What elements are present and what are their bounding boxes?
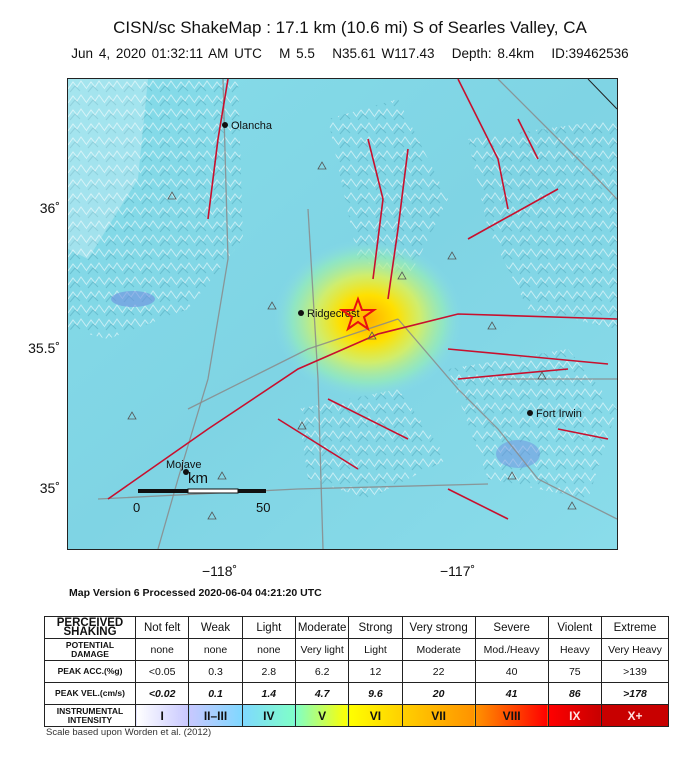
- legend-cell: none: [242, 639, 295, 661]
- svg-text:Fort Irwin: Fort Irwin: [536, 408, 582, 420]
- legend-cell: Moderate: [402, 639, 475, 661]
- legend-header-acc: PEAK ACC.(%g): [45, 661, 136, 683]
- intensity-swatch: I: [136, 705, 189, 727]
- legend-cell: 1.4: [242, 683, 295, 705]
- legend-cell: 2.8: [242, 661, 295, 683]
- intensity-swatch: IX: [548, 705, 601, 727]
- event-id: ID:39462536: [551, 46, 629, 61]
- legend-cell: 12: [349, 661, 402, 683]
- legend-cell: 9.6: [349, 683, 402, 705]
- legend-cell: Moderate: [295, 617, 348, 639]
- legend-cell: >178: [602, 683, 669, 705]
- intensity-swatch: IV: [242, 705, 295, 727]
- lon-tick-117: −117˚: [440, 563, 476, 579]
- legend-cell: Severe: [475, 617, 548, 639]
- svg-text:Ridgecrest: Ridgecrest: [307, 308, 360, 320]
- map-title: CISN/sc ShakeMap : 17.1 km (10.6 mi) S of Searles Valley, CA: [113, 18, 587, 37]
- event-depth: Depth: 8.4km: [451, 46, 535, 61]
- legend-cell: 22: [402, 661, 475, 683]
- svg-text:0: 0: [133, 500, 141, 515]
- legend-cell: Weak: [189, 617, 242, 639]
- legend-cell: Light: [242, 617, 295, 639]
- legend-cell: Heavy: [548, 639, 601, 661]
- legend-cell: Very Heavy: [602, 639, 669, 661]
- legend-cell: Strong: [349, 617, 402, 639]
- event-details: [0, 46, 700, 61]
- legend-cell: <0.05: [136, 661, 189, 683]
- legend-cell: 0.1: [189, 683, 242, 705]
- legend-cell: none: [189, 639, 242, 661]
- legend-header-damage: POTENTIAL DAMAGE: [45, 639, 136, 661]
- svg-text:km: km: [188, 470, 208, 487]
- legend-cell: Very strong: [402, 617, 475, 639]
- legend-cell: >139: [602, 661, 669, 683]
- legend-cell: 4.7: [295, 683, 348, 705]
- legend-cell: Mod./Heavy: [475, 639, 548, 661]
- legend-header-shaking: PERCEIVED SHAKING: [45, 617, 136, 639]
- legend-cell: Light: [349, 639, 402, 661]
- legend-row-vel: [45, 683, 669, 705]
- legend-row-intensity: [45, 705, 669, 727]
- legend-cell: 0.3: [189, 661, 242, 683]
- legend-row-shaking: [45, 617, 669, 639]
- svg-text:50: 50: [256, 500, 271, 515]
- event-location: N35.61 W117.43: [332, 46, 435, 61]
- event-date: Jun 4, 2020 01:32:11 AM UTC: [71, 46, 262, 61]
- intensity-swatch: V: [295, 705, 348, 727]
- svg-text:Olancha: Olancha: [231, 120, 272, 132]
- legend-row-damage: [45, 639, 669, 661]
- legend-cell: Very light: [295, 639, 348, 661]
- legend-cell: 20: [402, 683, 475, 705]
- legend-cell: 6.2: [295, 661, 348, 683]
- legend-header-vel: PEAK VEL.(cm/s): [45, 683, 136, 705]
- legend-cell: 40: [475, 661, 548, 683]
- intensity-swatch: VI: [349, 705, 402, 727]
- legend-cell: none: [136, 639, 189, 661]
- legend-row-acc: [45, 661, 669, 683]
- legend-cell: Violent: [548, 617, 601, 639]
- legend-cell: Extreme: [602, 617, 669, 639]
- scale-footnote: Scale based upon Worden et al. (2012): [46, 727, 212, 738]
- legend-cell: Not felt: [136, 617, 189, 639]
- shake-map[interactable]: [67, 78, 618, 550]
- lat-tick-35: 35˚: [39, 480, 60, 496]
- event-magnitude: M 5.5: [279, 46, 315, 61]
- intensity-swatch: VIII: [475, 705, 548, 727]
- intensity-swatch: X+: [602, 705, 669, 727]
- legend-cell: 75: [548, 661, 601, 683]
- map-version: Map Version 6 Processed 2020-06-04 04:21:20 UTC: [69, 587, 322, 599]
- intensity-swatch: II–III: [189, 705, 242, 727]
- legend-cell: 41: [475, 683, 548, 705]
- lat-tick-35-5: 35.5˚: [28, 340, 60, 356]
- shaking-contour: [273, 239, 463, 399]
- intensity-swatch: VII: [402, 705, 475, 727]
- legend-cell: 86: [548, 683, 601, 705]
- legend-header-intensity: INSTRUMENTAL INTENSITY: [45, 705, 136, 727]
- city-fort-irwin[interactable]: [527, 408, 582, 420]
- lon-tick-118: −118˚: [202, 563, 238, 579]
- legend-cell: <0.02: [136, 683, 189, 705]
- lat-tick-36: 36˚: [39, 200, 60, 216]
- svg-text:Mojave: Mojave: [166, 459, 202, 471]
- intensity-legend-table: [44, 616, 669, 727]
